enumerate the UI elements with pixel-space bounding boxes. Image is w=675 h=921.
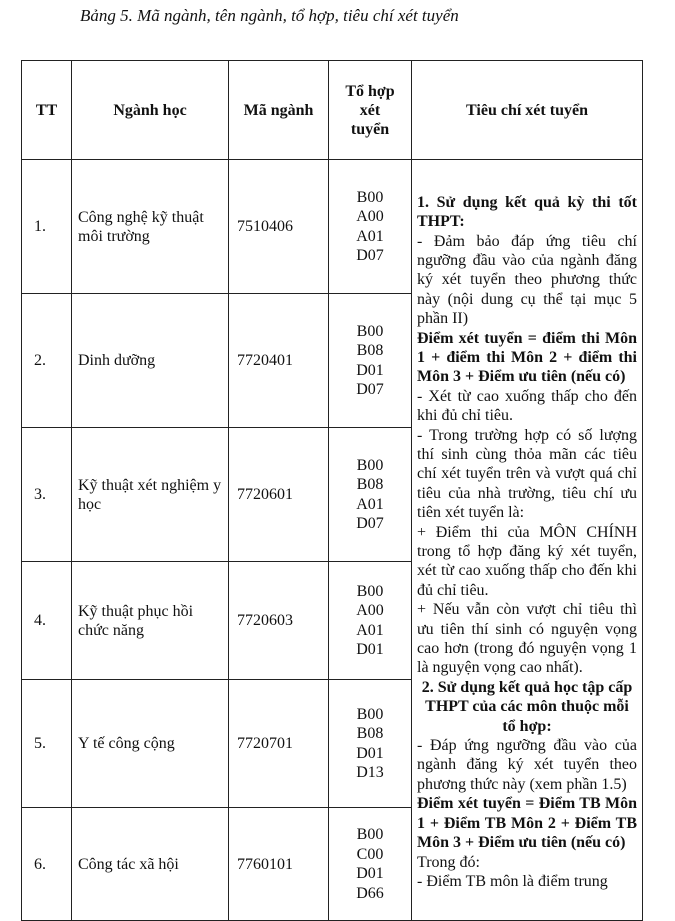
combo-list: B00 A00 A01 D01 — [329, 562, 412, 680]
row-number: 2. — [22, 294, 72, 428]
major-code: 7720401 — [229, 294, 329, 428]
major-code: 7720701 — [229, 680, 329, 808]
major-code: 7720603 — [229, 562, 329, 680]
table-caption: Bảng 5. Mã ngành, tên ngành, tổ hợp, tiêu chí xét tuyển — [80, 6, 459, 25]
combo-list: B00 B08 A01 D07 — [329, 428, 412, 562]
criteria-formula: Điểm xét tuyển = Điểm TB Môn 1 + Điểm TB Môn 2 + Điểm TB Môn 3 + Điểm ưu tiên (nếu có) — [417, 795, 637, 852]
criteria-formula: Điểm xét tuyển = điểm thi Môn 1 + điểm thi Môn 2 + điểm thi Môn 3 + Điểm ưu tiên (nếu có) — [417, 329, 637, 386]
combo-list: B00 B08 D01 D07 — [329, 294, 412, 428]
criteria-cell — [412, 160, 643, 921]
criteria-text: - Đáp ứng ngưỡng đầu vào của ngành đăng ký xét tuyển theo phương thức này (xem phần 1.5) — [417, 737, 637, 793]
major-name: Dinh dưỡng — [72, 294, 229, 428]
header-criteria: Tiêu chí xét tuyển — [412, 61, 643, 160]
criteria-section-2-title: 2. Sử dụng kết quả học tập cấp THPT của các môn thuộc mỗi tổ hợp: — [421, 678, 633, 735]
criteria-text: - Điểm TB môn là điểm trung — [417, 872, 608, 890]
criteria-section-1-title: 1. Sử dụng kết quả kỳ thi tốt THPT: — [417, 193, 637, 231]
major-name: Y tế công cộng — [72, 680, 229, 808]
major-name: Công tác xã hội — [72, 808, 229, 921]
admission-table — [21, 60, 643, 921]
header-combo: Tổ hợp xét tuyển — [329, 61, 412, 160]
criteria-text: Trong đó: — [417, 853, 480, 871]
criteria-text: - Xét từ cao xuống thấp cho đến khi đủ chỉ tiêu. — [417, 387, 637, 425]
combo-list: B00 A00 A01 D07 — [329, 160, 412, 294]
criteria-text: - Đảm bảo đáp ứng tiêu chí ngưỡng đầu vào của ngành đăng ký xét tuyển theo phương thức này (nội dung cụ thể tại mục 5 phần II) — [417, 232, 637, 328]
row-number: 5. — [22, 680, 72, 808]
criteria-text: + Điểm thi của MÔN CHÍNH trong tổ hợp đăng ký xét tuyển, xét từ cao xuống thấp cho đến khi đủ chỉ tiêu. — [417, 523, 637, 599]
major-name: Kỹ thuật xét nghiệm y học — [72, 428, 229, 562]
header-row — [22, 61, 643, 160]
combo-list: B00 C00 D01 D66 — [329, 808, 412, 921]
major-name: Kỹ thuật phục hồi chức năng — [72, 562, 229, 680]
header-tt: TT — [22, 61, 72, 160]
header-code: Mã ngành — [229, 61, 329, 160]
row-number: 6. — [22, 808, 72, 921]
major-code: 7510406 — [229, 160, 329, 294]
row-number: 3. — [22, 428, 72, 562]
row-number: 4. — [22, 562, 72, 680]
criteria-text: + Nếu vẫn còn vượt chỉ tiêu thì ưu tiên thí sinh có nguyện vọng cao hơn (trong đó nguyện vọng 1 là nguyện vọng cao nhất). — [417, 601, 637, 677]
major-code: 7760101 — [229, 808, 329, 921]
major-name: Công nghệ kỹ thuật môi trường — [72, 160, 229, 294]
table-row — [22, 160, 643, 294]
row-number: 1. — [22, 160, 72, 294]
criteria-text: - Trong trường hợp có số lượng thí sinh cùng thỏa mãn các tiêu chí xét tuyển trên và vượt quá chỉ tiêu của nhà trường, tiêu chí ưu tiên xét tuyển là: — [417, 426, 637, 522]
major-code: 7720601 — [229, 428, 329, 562]
header-major: Ngành học — [72, 61, 229, 160]
combo-list: B00 B08 D01 D13 — [329, 680, 412, 808]
